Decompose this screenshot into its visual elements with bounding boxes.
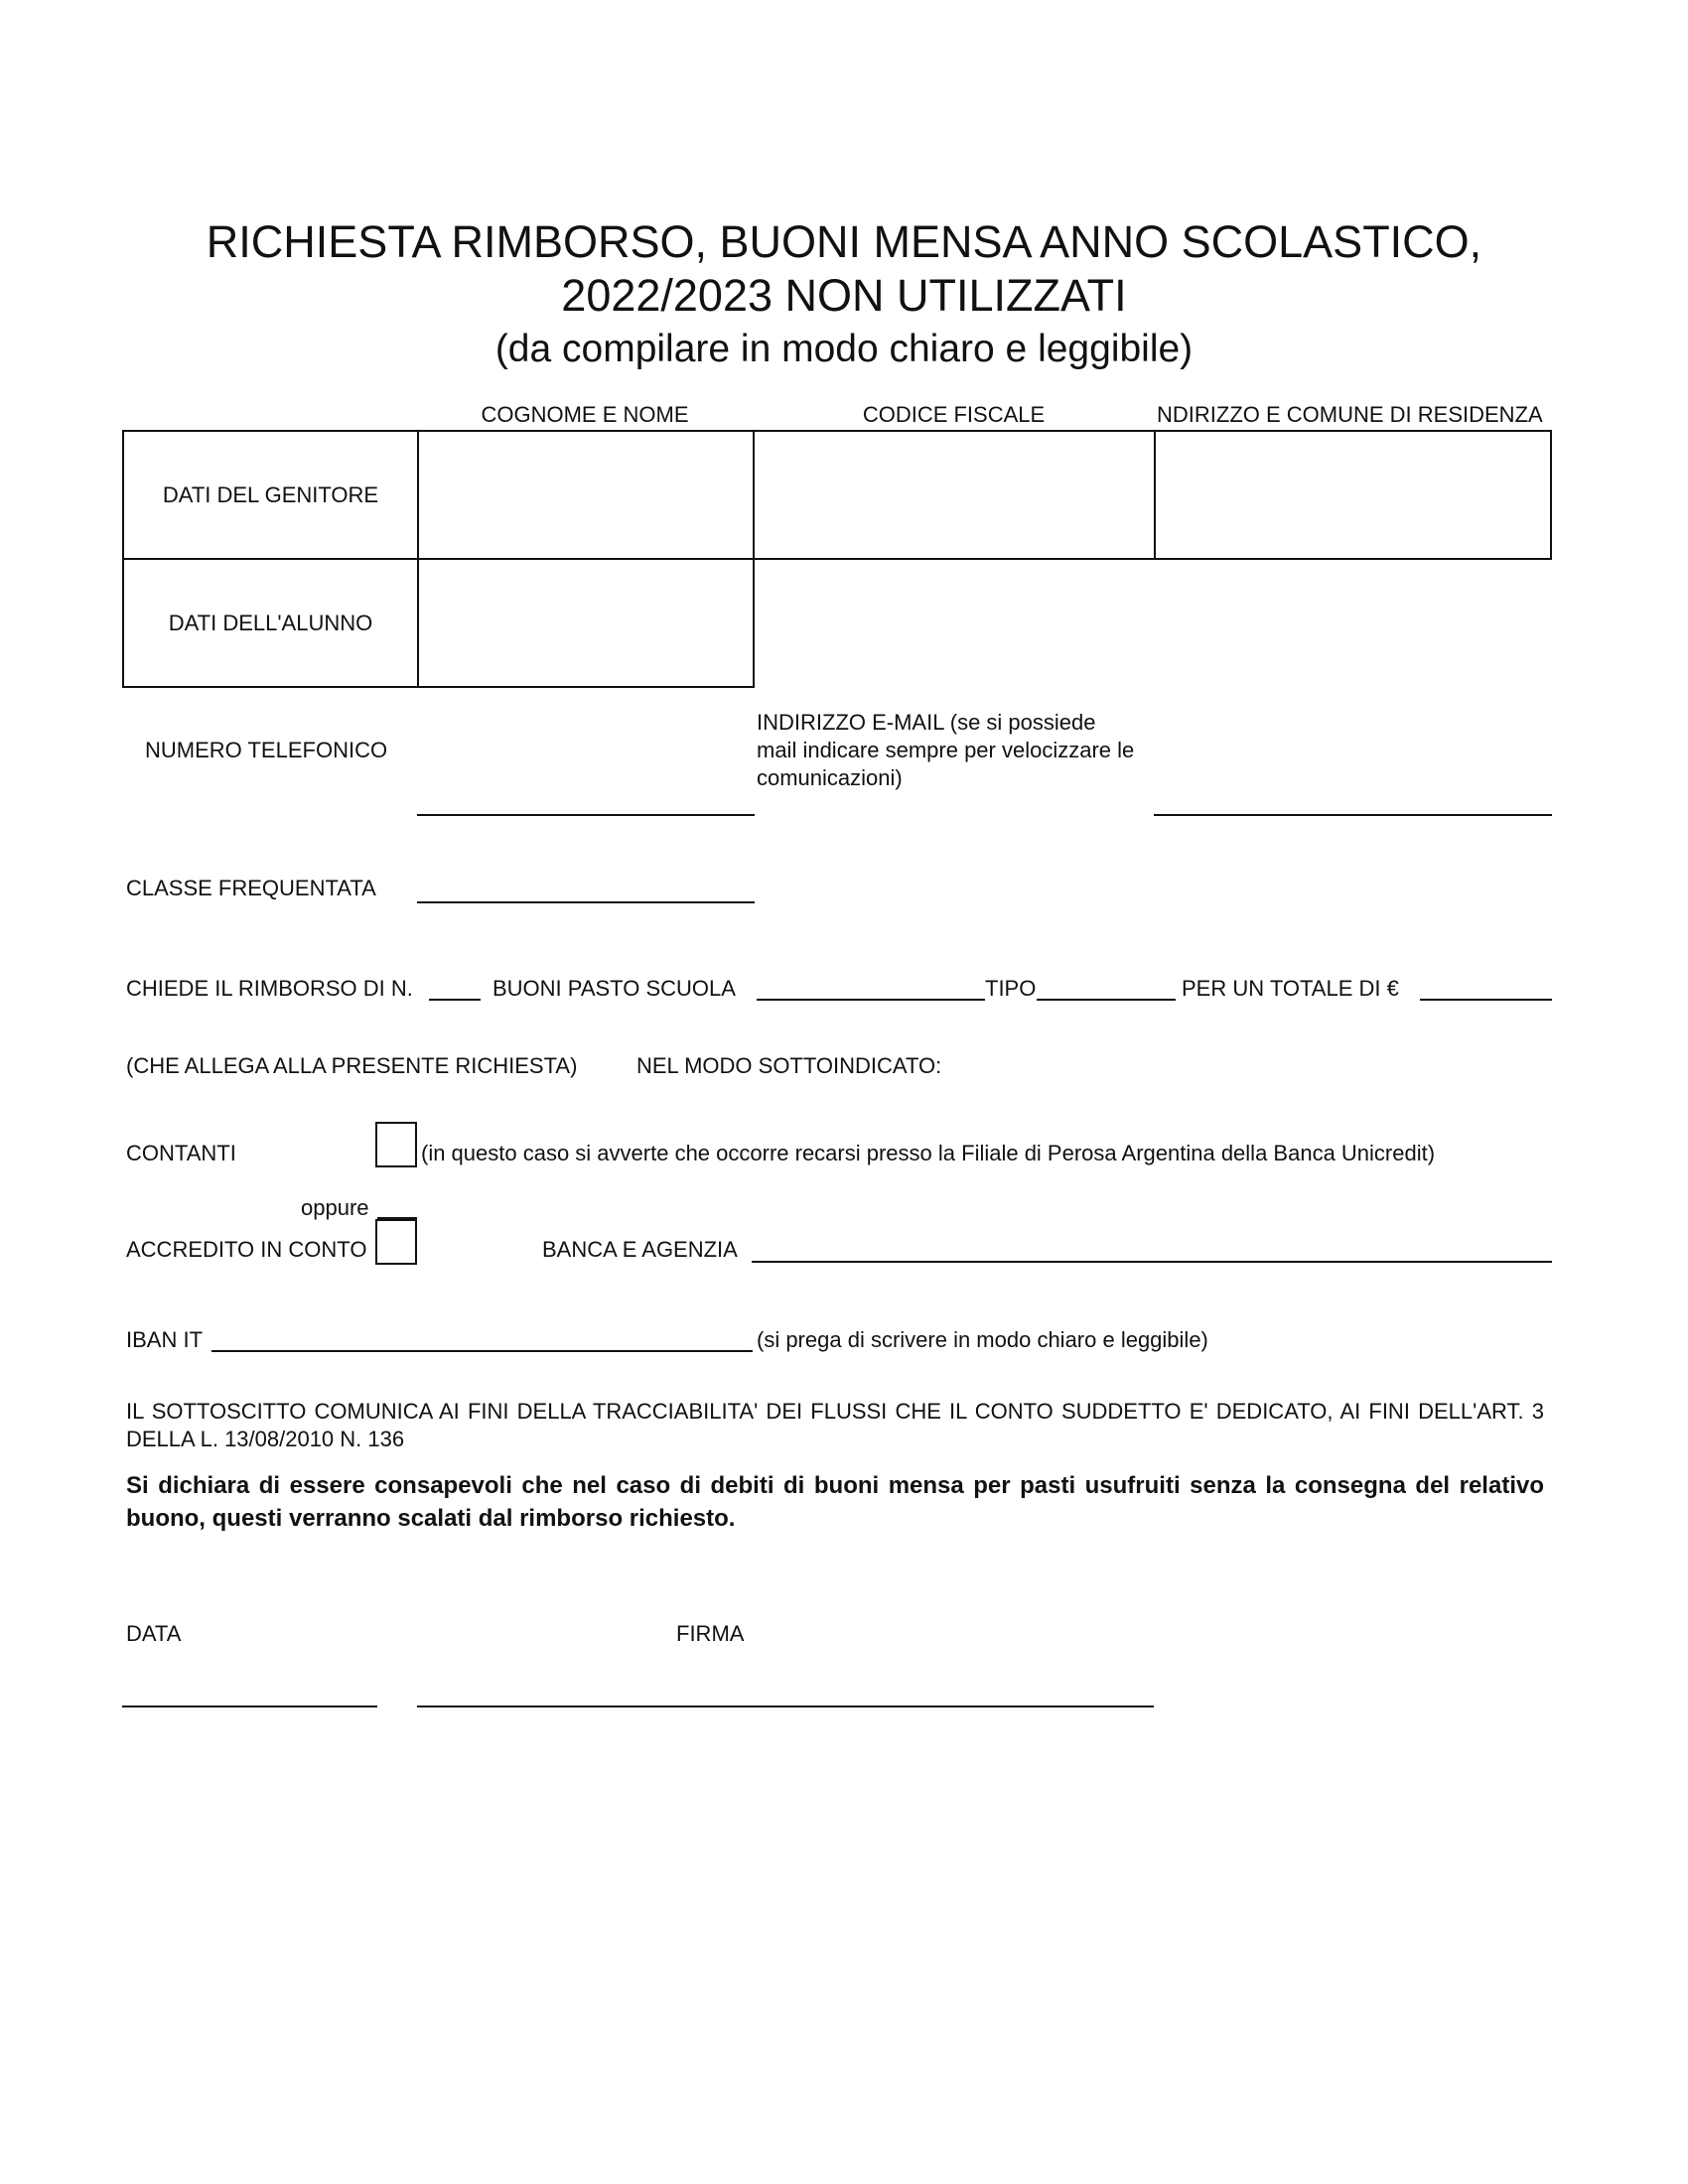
signature-field-line[interactable]: [417, 1706, 1154, 1707]
parent-name-field[interactable]: [417, 430, 755, 560]
email-label-line2: mail indicare sempre per velocizzare le: [757, 738, 1135, 762]
debts-declaration: Si dichiara di essere consapevoli che nel caso di debiti di buoni mensa per pasti usufruiti senza la consegna del relativo buono, questi verranno scalati dal rimborso richiesto.: [126, 1472, 1544, 1532]
transfer-label: ACCREDITO IN CONTO: [126, 1237, 367, 1262]
payment-method-intro: NEL MODO SOTTOINDICATO:: [636, 1053, 942, 1078]
date-label: DATA: [126, 1621, 182, 1646]
request-label-vouchers: BUONI PASTO SCUOLA: [492, 976, 736, 1001]
email-field-line[interactable]: [1154, 814, 1552, 816]
student-name-field[interactable]: [417, 558, 755, 688]
iban-note: (si prega di scrivere in modo chiaro e leggibile): [757, 1327, 1208, 1352]
page-title-year: 2022/2023 NON UTILIZZATI: [561, 270, 1127, 321]
column-header-address: NDIRIZZO E COMUNE DI RESIDENZA: [1157, 402, 1543, 427]
phone-field-line[interactable]: [417, 814, 755, 816]
page-subtitle: (da compilare in modo chiaro e leggibile): [494, 328, 1194, 370]
attached-note: (CHE ALLEGA ALLA PRESENTE RICHIESTA): [126, 1053, 578, 1078]
transfer-checkbox[interactable]: [375, 1219, 417, 1265]
class-field-line[interactable]: [417, 901, 755, 903]
phone-label: NUMERO TELEFONICO: [145, 738, 388, 762]
row-label-cell-student: [122, 558, 419, 688]
date-field-line[interactable]: [122, 1706, 377, 1707]
request-label-count: CHIEDE IL RIMBORSO DI N.: [126, 976, 413, 1001]
cash-checkbox[interactable]: [375, 1122, 417, 1167]
row-label-cell-parent: [122, 430, 419, 560]
request-label-type: TIPO: [985, 976, 1037, 1001]
email-label-line1: INDIRIZZO E-MAIL (se si possiede: [757, 710, 1096, 735]
row-label-parent: DATI DEL GENITORE: [162, 481, 379, 507]
parent-tax-code-field[interactable]: [753, 430, 1156, 560]
traceability-declaration: IL SOTTOSCITTO COMUNICA AI FINI DELLA TRACCIABILITA' DEI FLUSSI CHE IL CONTO SUDDETTO E' DEDICATO, AI FINI DELL'ART. 3 DELLA L. 13/08/2010 N. 136: [126, 1399, 1544, 1451]
page-title: RICHIESTA RIMBORSO, BUONI MENSA ANNO SCOLASTICO,: [206, 216, 1482, 267]
email-label-line3: comunicazioni): [757, 765, 903, 790]
column-header-name: COGNOME E NOME: [481, 402, 689, 427]
parent-address-field[interactable]: [1154, 430, 1552, 560]
total-amount-field[interactable]: [1420, 999, 1552, 1001]
bank-field-line[interactable]: [752, 1261, 1552, 1263]
voucher-count-field[interactable]: [429, 999, 481, 1001]
voucher-school-field[interactable]: [757, 999, 985, 1001]
row-label-student: DATI DELL'ALUNNO: [168, 610, 373, 635]
column-header-tax-code: CODICE FISCALE: [862, 402, 1046, 427]
class-label: CLASSE FREQUENTATA: [126, 876, 376, 900]
oppure-label: oppure: [301, 1195, 369, 1220]
bank-label: BANCA E AGENZIA: [542, 1237, 738, 1262]
iban-field-line[interactable]: [211, 1350, 753, 1352]
cash-label: CONTANTI: [126, 1141, 236, 1165]
voucher-type-field[interactable]: [1037, 999, 1176, 1001]
request-label-total: PER UN TOTALE DI €: [1182, 976, 1399, 1001]
cash-note: (in questo caso si avverte che occorre recarsi presso la Filiale di Perosa Argentina della Banca Unicredit): [421, 1141, 1436, 1165]
iban-label: IBAN IT: [126, 1327, 204, 1352]
signature-label: FIRMA: [676, 1621, 745, 1646]
